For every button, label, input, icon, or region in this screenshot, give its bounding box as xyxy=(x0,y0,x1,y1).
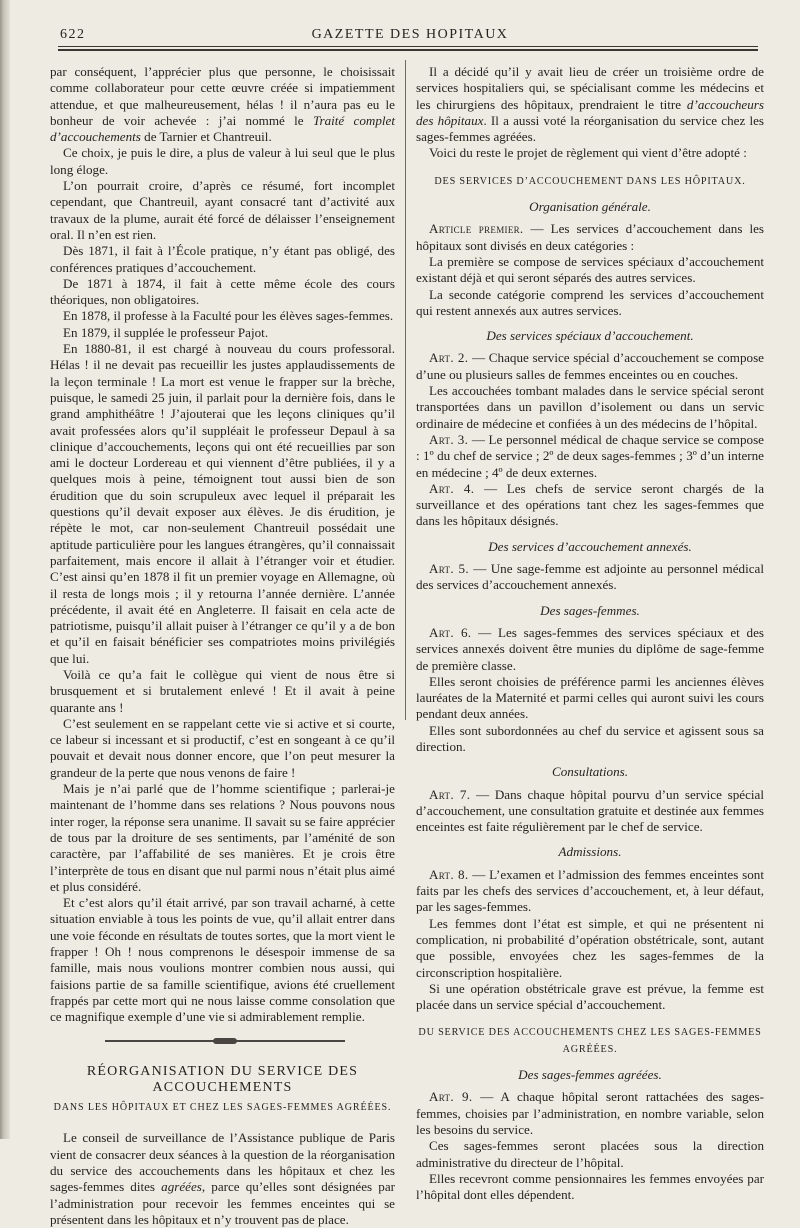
right-column xyxy=(416,64,764,1203)
article xyxy=(416,1089,764,1138)
article-label: Art. 4. xyxy=(429,480,475,496)
header-rule-thick xyxy=(58,49,758,51)
paragraph: La seconde catégorie comprend les services d’accouchement qui restent annexés aux autres services. xyxy=(416,286,764,318)
article-label: Art. 9. xyxy=(429,1089,473,1105)
article-label: Art. 6. xyxy=(429,624,472,640)
paragraph: L’on pourrait croire, d’après ce résumé, fort incomplet cependant, que Chantreuil, ayant consacré tant d’activité aux travaux de la plume, aurait été forcé de délaisser l’enseignement oral. Il n’en est rien. xyxy=(50,178,395,242)
subheading: Des services spéciaux d’accouchement. xyxy=(486,328,694,344)
article-text: — Le personnel médical de chaque service se compose : 1º du chef de service ; 2º de deux sages-femmes ; 3º d’un interne en médecine ; 4º de deux externes. xyxy=(416,431,764,480)
section-heading: DES SERVICES D’ACCOUCHEMENT DANS LES HÔPITAUX. xyxy=(434,175,746,187)
article-text: — A chaque hôpital seront rattachées des sages-femmes, choisies par l’administration, en nombre variable, selon les besoins du service. xyxy=(416,1089,765,1137)
paragraph: C’est seulement en se rappelant cette vie si active et si courte, ce labeur si incessant et si productif, c’est en songeant à ce qu’il pouvait et devait nous donner encore, que l’on peut mesurer la grandeur de la perte que nous venons de faire ! xyxy=(50,715,395,780)
subheading: Consultations. xyxy=(551,764,629,780)
paragraph: Les femmes dont l’état est simple, et qui ne présentent ni complication, ni probabilité d’opération obstétricale, sont, autant que possible, envoyées chez les sages-femmes de la circonscription hospitalière. xyxy=(416,915,764,980)
paragraph: Si une opération obstétricale grave est prévue, la femme est placée dans un service spécial d’accouchement. xyxy=(416,980,764,1013)
article-label: Art. 7. xyxy=(429,786,471,802)
article-label: Art. 2. xyxy=(429,350,469,366)
section-heading: DU SERVICE DES ACCOUCHEMENTS CHEZ LES SAGES-FEMMES AGRÉÉES. xyxy=(418,1027,762,1055)
section-subtitle: DANS LES HÔPITAUX ET CHEZ LES SAGES-FEMMES AGRÉÉES. xyxy=(53,1102,392,1114)
section-title: RÉORGANISATION DU SERVICE DES ACCOUCHEMENTS xyxy=(86,1063,359,1095)
header-rule-thin xyxy=(58,46,758,47)
paragraph: Ces sages-femmes seront placées sous la direction administrative du directeur de l’hôpital. xyxy=(416,1138,764,1170)
paragraph: En 1878, il professe à la Faculté pour les élèves sages-femmes. xyxy=(63,308,394,324)
paragraph: par conséquent, l’apprécier plus que personne, le choisissait comme collaborateur pour cette œuvre créée si impatiemment attendue, et que malheureusement, hélas ! il n’aura pas eu le bonheur de voir achevée : j’ai nommé le Traité complet d’accouchements de Tarnier et Chantreuil. xyxy=(50,64,396,145)
article-text: — Les services d’accouchement dans les hôpitaux sont divisés en deux catégories : xyxy=(416,221,764,253)
article-text: — Les sages-femmes des services spéciaux et des services annexés doivent être munies du diplôme de sage-femme de première classe. xyxy=(416,624,764,673)
subheading: Organisation générale. xyxy=(529,199,651,215)
paragraph: En 1880-81, il est chargé à nouveau du cours professoral. Hélas ! il ne devait pas recueillir les justes applaudissements de la leçon terminale ! La mort est venue le frapper sur la brèche, puisque, le samedi 25 juin, il parlait pour la dernière fois, dans le grand amphithéâtre ! J’ajouterai que les leçons cliniques qu’il avait professées alors qu’il suppléait le professeur Depaul à sa clinique d’accouchements, leçons qui ont été recueillies par son ami le docteur Lordereau et qui viennent d’être publiées, il y a quelques mois à peine, témoignent tout aussi bien de son érudition que du soin scrupuleux avec lequel il préparait les questions qu’il devait exposer aux élèves. Je dis érudition, je répète le mot, car non-seulement Chantreuil possédait une aptitude particulière pour les langues étrangères, qu’il connaissait parfaitement, mais encore il allait à l’étranger voir et étudier. C’est ainsi qu’en 1878 il fit un premier voyage en Allemagne, où il resta de longs mois ; il y retourna l’année dernière. L’année précédente, il avait été en Angleterre. Il faisait en cela acte de patriotisme, puisqu’il allait puiser à l’étranger ce qu’il y a de bon et qu’il en faisait bénéficier ses compatriotes moins privilégiés que lui. xyxy=(50,341,395,666)
page-number: 622 xyxy=(60,27,86,42)
subheading: Des sages-femmes agréées. xyxy=(518,1067,662,1083)
article xyxy=(416,221,764,254)
paragraph: De 1871 à 1874, il fait à cette même école des cours théoriques, non obligatoires. xyxy=(50,275,395,308)
article-text: — Une sage-femme est adjointe au personnel médical des services d’accouchement annexés. xyxy=(416,561,764,593)
article xyxy=(416,481,764,530)
paragraph: Et c’est alors qu’il était arrivé, par son travail acharné, à cette situation enviable à tous les points de vue, qu’il allait entrer dans une voie féconde en résultats de toutes sortes, que la mort vient le frapper ! Oh ! nous comprenons le désespoir immense de sa famille, mais nous voulions montrer combien nous aussi, qui faisions partie de sa famille scientifique, avions été cruellement frappés par cette mort qui ne nous laisse comme consolation que ce magnifique exemple d’une vie si admirablement remplie. xyxy=(50,895,395,1025)
article-label: Article premier. xyxy=(429,221,524,237)
section-separator xyxy=(105,1040,345,1042)
paragraph: Elles recevront comme pensionnaires les femmes envoyées par l’hôpital dont elles dépendent. xyxy=(416,1170,764,1203)
paragraph: Le conseil de surveillance de l’Assistance publique de Paris vient de consacrer deux séances à la question de la réorganisation du service des accouchements dans les hôpitaux et chez les sages-femmes dites agréées, parce qu’elles sont désignées par l’administration pour recevoir les femmes enceintes qui se présentent dans les hôpitaux et n’y trouvent pas de place. xyxy=(50,1130,395,1227)
paragraph: La première se compose de services spéciaux d’accouchement existant déjà et qui seront séparés des autres services. xyxy=(416,253,764,286)
paragraph: Voilà ce qu’a fait le collègue qui vient de nous être si brusquement et si brutalement enlevé ! Et il avait à peine quarante ans ! xyxy=(50,666,395,715)
paragraph: Voici du reste le projet de règlement qui vient d’être adopté : xyxy=(429,145,747,161)
article xyxy=(416,432,764,481)
subheading: Des services d’accouchement annexés. xyxy=(488,538,692,554)
column-divider xyxy=(405,60,406,720)
page-binding-edge xyxy=(0,0,10,1139)
article-label: Art. 8. xyxy=(429,866,469,882)
article-label: Art. 3. xyxy=(429,431,469,447)
article-label: Art. 5. xyxy=(429,561,469,577)
article-text: — Les chefs de service seront chargés de la surveillance et des opérations tant chez les sages-femmes que dans les hôpitaux désignés. xyxy=(416,480,765,529)
paragraph: Mais je n’ai parlé que de l’homme scientifique ; parlerai-je maintenant de l’homme dans ses relations ? Nous pouvons nous inter roger, la réponse sera unanime. Il savait su se faire apprécier de tous par la droiture de ses sentiments, par l’aménité de son caractère, par l’affabilité de ses manières. Et je crois être l’interprète de tous en disant que nul parmi nous n’était plus aimé et plus considéré. xyxy=(50,781,395,894)
paragraph: Ce choix, je puis le dire, a plus de valeur à lui seul que le plus long éloge. xyxy=(50,145,395,177)
paragraph: En 1879, il supplée le professeur Pajot. xyxy=(63,324,269,340)
paragraph: Elles sont subordonnées au chef du service et agissent sous sa direction. xyxy=(416,722,764,754)
subheading: Des sages-femmes. xyxy=(540,602,640,618)
article xyxy=(416,561,764,594)
left-column xyxy=(50,64,395,1228)
article-text: — Chaque service spécial d’accouchement se compose d’une ou plusieurs salles de femmes enceintes ou en couches. xyxy=(416,350,764,382)
article xyxy=(416,867,764,916)
journal-title: GAZETTE DES HOPITAUX xyxy=(311,27,509,42)
article-text: — L’examen et l’admission des femmes enceintes sont faits par les chefs des services d’accouchement, et, à leur défaut, par les sages-femmes. xyxy=(416,866,764,915)
article xyxy=(416,787,764,836)
paragraph: Dès 1871, il fait à l’École pratique, n’y étant pas obligé, des conférences pratiques d’accouchement. xyxy=(50,243,395,275)
paragraph: Il a décidé qu’il y avait lieu de créer un troisième ordre de services hospitaliers qui, se spécialisant comme les médecins et les chirurgiens des hôpitaux, prendraient le titre d’accoucheurs des hôpitaux. Il a aussi voté la réorganisation du service chez les sages-femmes agréées. xyxy=(416,64,764,145)
paragraph: Les accouchées tombant malades dans le service spécial seront transportées dans un pavillon d’isolement ou dans un servic ordinaire de médecine et confiées à un des médecins de l’hôpital. xyxy=(416,383,764,431)
article xyxy=(416,350,764,383)
article xyxy=(416,625,764,674)
article-text: — Dans chaque hôpital pourvu d’un service spécial d’accouchement, une consultation gratuite et destinée aux femmes enceintes est faite régulièrement par le chef de service. xyxy=(416,786,764,835)
paragraph: Elles seront choisies de préférence parmi les anciennes élèves lauréates de la Maternité et parmi celles qui auront suivi les cours pendant deux années. xyxy=(416,673,764,722)
subheading: Admissions. xyxy=(558,844,622,860)
